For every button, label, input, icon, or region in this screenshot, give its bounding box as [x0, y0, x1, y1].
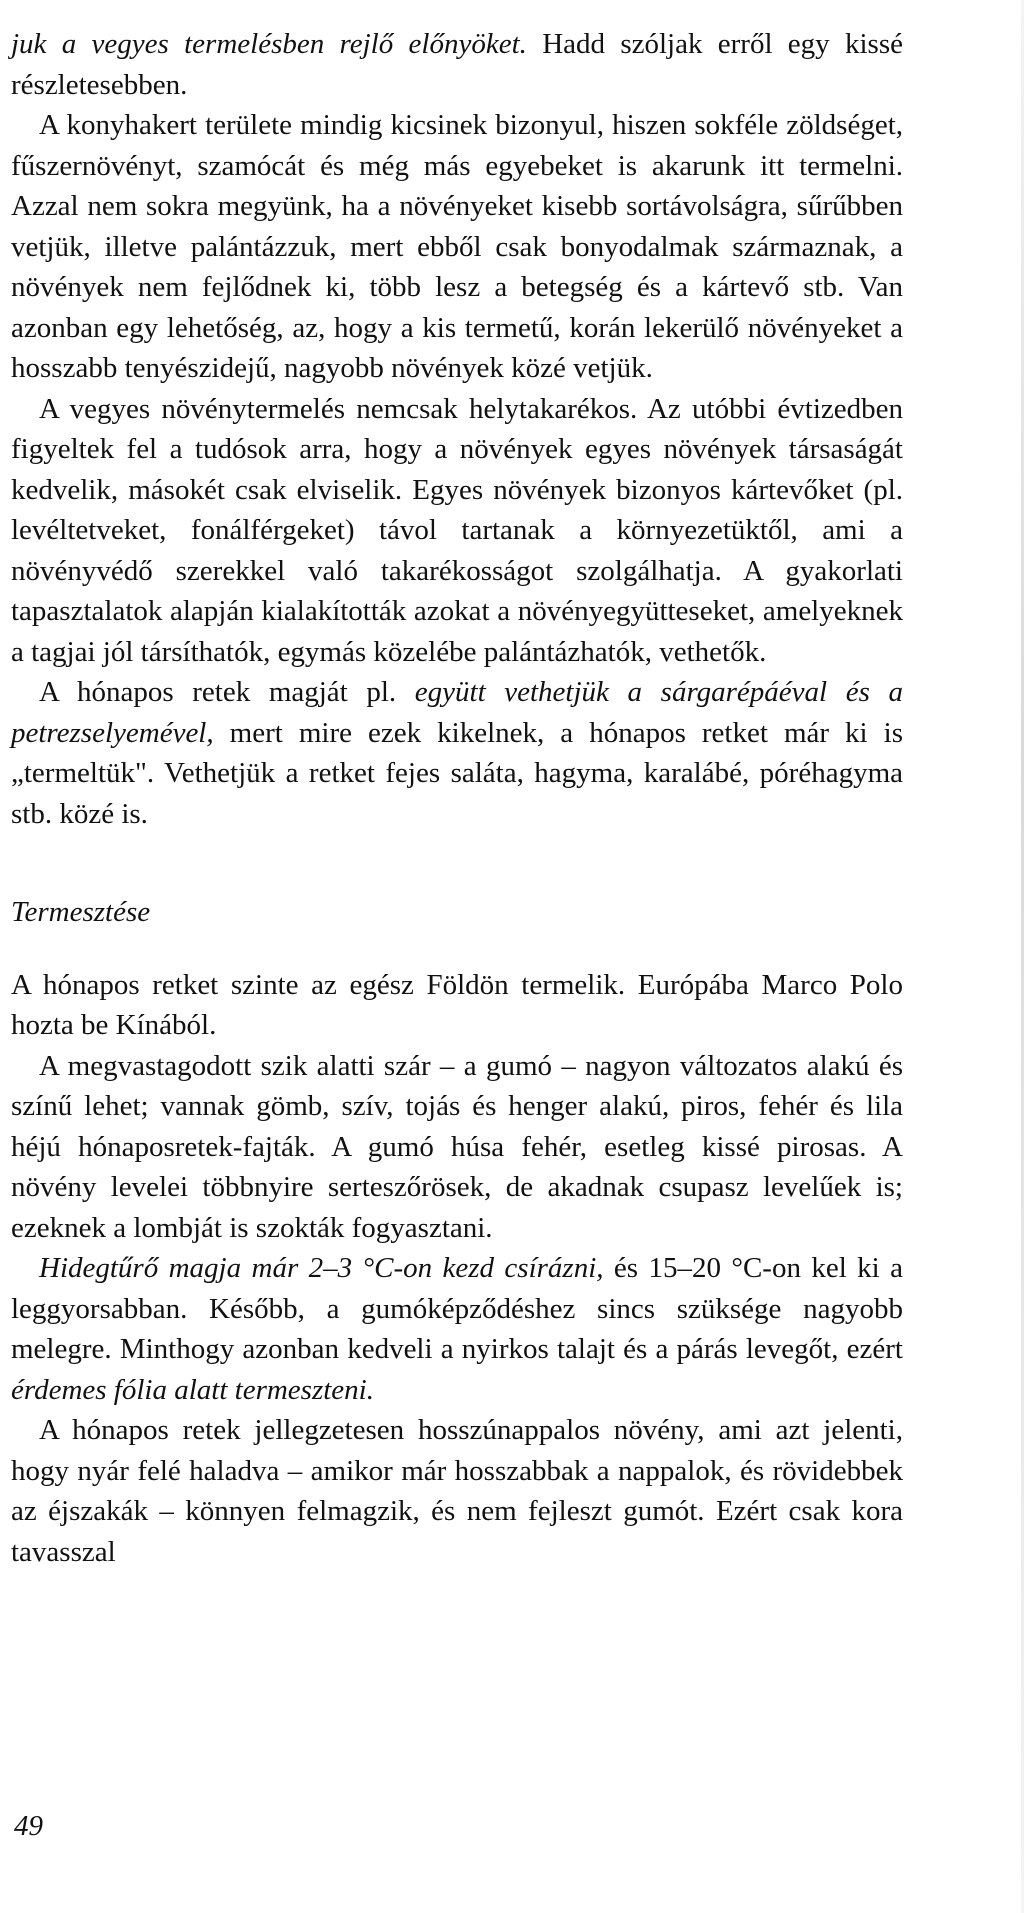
italic-text-run: érdemes fólia alatt termeszteni.	[11, 1373, 374, 1406]
paragraph	[11, 1046, 903, 1249]
text-run: mert mire ezek kikelnek, a hónapos retket már ki is „termeltük". Vethetjük a retket fejes saláta, hagyma, karalábé, póréhagyma stb. közé is.	[11, 716, 903, 830]
text-run: A hónapos retek magját pl.	[39, 676, 415, 708]
paragraph	[11, 965, 903, 1046]
section-heading: Termesztése	[11, 896, 151, 928]
paragraph	[11, 1410, 903, 1572]
italic-text-run: juk a vegyes termelésben rejlő előnyöket.	[11, 28, 527, 60]
text-run: és 15–20 °C-on kel ki a leggyorsabban. Később, a gumóképződéshez sincs szüksége nagyobb melegre. Minthogy azonban kedveli a nyirkos talajt és a párás levegőt, ezért	[11, 1252, 903, 1365]
page-number: 49	[14, 1810, 43, 1842]
text-run: A hónapos retket szinte az egész Földön termelik. Európába Marco Polo hozta be Kínából.	[11, 968, 903, 1041]
paragraph	[11, 24, 903, 105]
italic-text-run: együtt vethetjük a sárgarépáéval és a petrezselyemével,	[11, 676, 904, 749]
paragraph	[11, 105, 903, 389]
text-run: A vegyes növénytermelés nemcsak helytakarékos. Az utóbbi évtizedben figyeltek fel a tudósok arra, hogy a növények egyes növények társaságát kedvelik, másokét csak elviselik. Egyes növények bizonyos kártevőket (pl. levéltetveket, fonálférgeket) távol tartanak a környezetüktől, ami a növényvédő szerekkel való takarékosságot szolgálhatja. A gyakorlati tapasztalatok alapján kialakították azokat a növényegyütteseket, amelyeknek a tagjai jól társíthatók, egymás közelébe palántázhatók, vethetők.	[11, 392, 903, 668]
paragraph	[11, 1248, 903, 1410]
paragraph	[11, 672, 903, 834]
book-page	[11, 24, 903, 1572]
paragraph	[11, 389, 903, 673]
italic-text-run: Hidegtűrő magja már 2–3 °C-on kezd csírázni,	[39, 1252, 604, 1284]
text-run: A konyhakert területe mindig kicsinek bizonyul, hiszen sokféle zöldséget, fűszernövényt, szamócát és még más egyebeket is akarunk itt termelni. Azzal nem sokra megyünk, ha a növényeket kisebb sortávolságra, sűrűbben vetjük, illetve palántázzuk, mert ebből csak bonyodalmak származnak, a növények nem fejlődnek ki, több lesz a betegség és a kártevő stb. Van azonban egy lehetőség, az, hogy a kis termetű, korán lekerülő növényeket a hosszabb tenyészidejű, nagyobb növények közé vetjük.	[11, 109, 903, 384]
text-run: Hadd szóljak erről egy kissé részletesebben.	[11, 28, 903, 101]
text-run: A hónapos retek jellegzetesen hosszúnappalos növény, ami azt jelenti, hogy nyár felé haladva – amikor már hosszabbak a nappalok, és rövidebbek az éjszakák – könnyen felmagzik, és nem fejleszt gumót. Ezért csak kora tavasszal	[11, 1414, 903, 1568]
text-block-top	[11, 24, 903, 834]
text-run: A megvastagodott szik alatti szár – a gumó – nagyon változatos alakú és színű lehet; vannak gömb, szív, tojás és henger alakú, piros, fehér és lila héjú hónaposretek-fajták. A gumó húsa fehér, esetleg kissé pirosas. A növény levelei többnyire serteszőrösek, de akadnak csupasz levelűek is; ezeknek a lombját is szokták fogyasztani.	[11, 1049, 903, 1244]
text-block-bottom	[11, 965, 903, 1573]
